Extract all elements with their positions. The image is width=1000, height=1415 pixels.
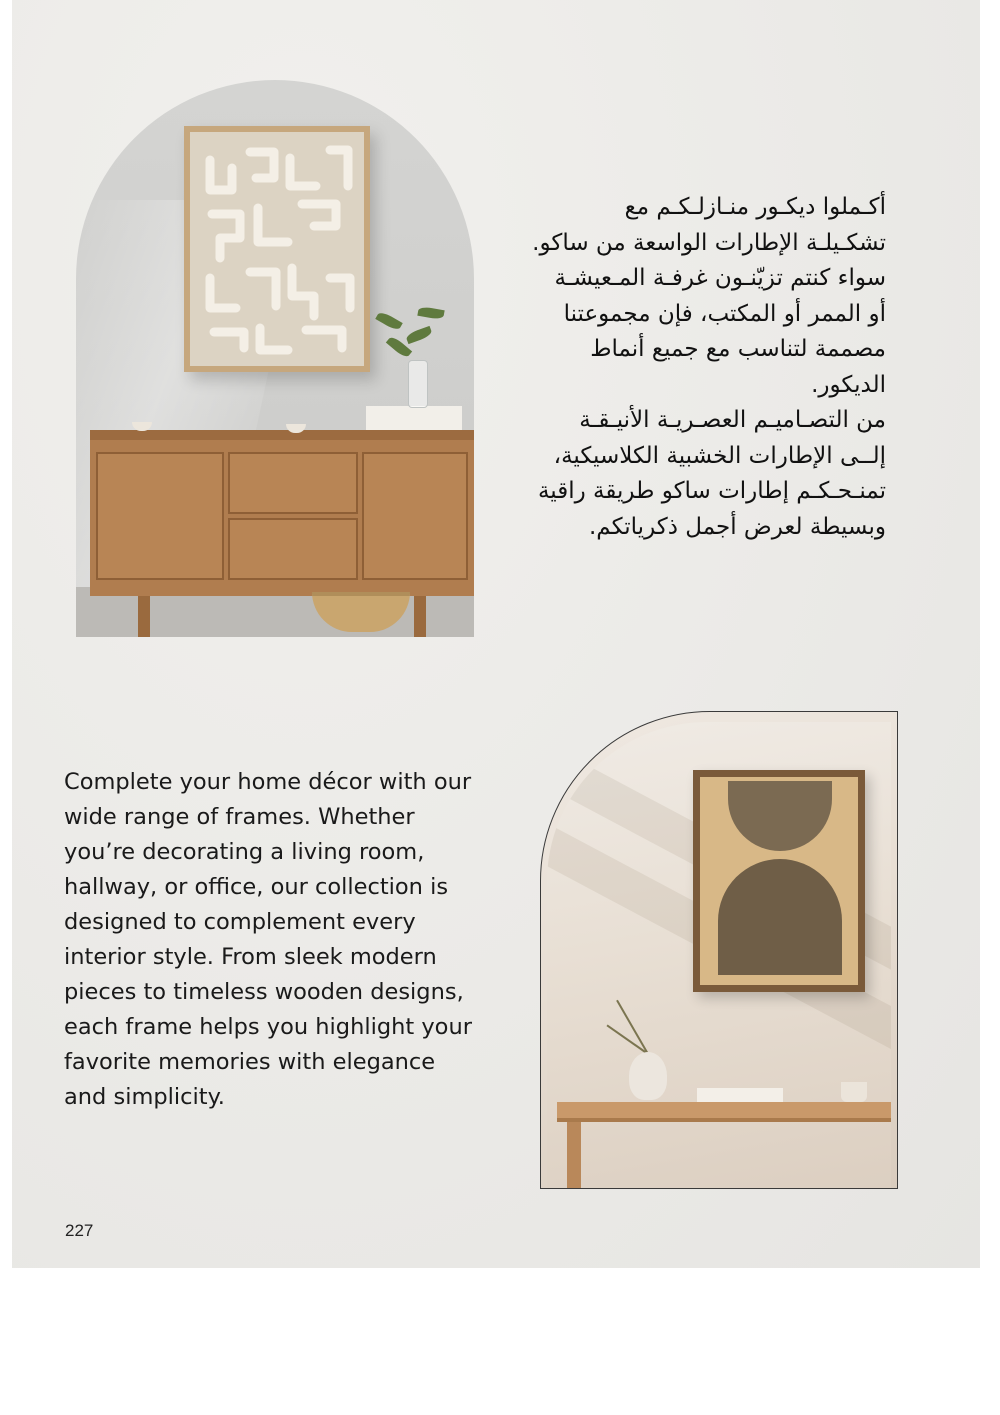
english-line: interior style. From sleek modern xyxy=(64,944,437,970)
branch xyxy=(606,1025,648,1055)
sideboard-door xyxy=(96,452,224,580)
english-line: you’re decorating a living room, xyxy=(64,839,425,865)
abstract-art-frame xyxy=(184,126,370,372)
arabic-line: إلــى الإطارات الخشبية الكلاسيكية، xyxy=(553,442,886,469)
english-line: designed to complement every xyxy=(64,909,416,935)
arabic-line: أو الممر أو المكتب، فإن مجموعتنا xyxy=(563,300,886,327)
textured-art xyxy=(700,777,858,985)
english-line: wide range of frames. Whether xyxy=(64,804,415,830)
arabic-line: وبسيطة لعرض أجمل ذكرياتكم. xyxy=(588,513,886,540)
page-number: 227 xyxy=(65,1221,94,1240)
plant-leaf xyxy=(417,306,444,320)
arabic-line: سواء كنتم تزيّنـون غرفـة المـعيشـة xyxy=(554,265,886,291)
english-line: and simplicity. xyxy=(64,1084,225,1110)
sideboard-arch-photo xyxy=(76,80,474,637)
sideboard-leg xyxy=(138,596,150,637)
glass-vase xyxy=(408,360,428,408)
arabic-line: أكـملوا ديكـور منـازلـكـم مع xyxy=(624,194,886,220)
arabic-line: من التصـاميـم العصـريـة الأنيـقـة xyxy=(579,407,886,433)
textured-art-frame xyxy=(693,770,865,992)
sideboard-door xyxy=(362,452,468,580)
console-table xyxy=(557,1102,891,1122)
sideboard-drawer xyxy=(228,452,358,514)
english-line: favorite memories with elegance xyxy=(64,1049,436,1075)
english-line: Complete your home décor with our xyxy=(64,769,472,795)
sideboard-drawer xyxy=(228,518,358,580)
sideboard-leg xyxy=(414,596,426,637)
arabic-line: مصممة لتناسب مع جميع أنماط xyxy=(590,336,886,362)
abstract-art xyxy=(190,132,364,366)
arabic-line: تمنـحـكـم إطارات ساكو طريقة راقية xyxy=(537,478,886,504)
arabic-line: تشكـيلـة الإطارات الواسعة من ساكو. xyxy=(532,229,886,256)
english-line: pieces to timeless wooden designs, xyxy=(64,979,464,1005)
branch xyxy=(616,1000,649,1055)
abstract-pattern-graphic xyxy=(190,132,364,366)
plant-leaf xyxy=(375,310,403,332)
plant-leaf xyxy=(405,326,433,344)
ceramic-vase xyxy=(629,1052,667,1100)
mug xyxy=(841,1082,867,1102)
table-leg xyxy=(567,1122,581,1188)
sideboard-legs xyxy=(90,596,474,637)
wooden-sideboard xyxy=(90,430,474,596)
arabic-description xyxy=(478,190,886,545)
english-line: each frame helps you highlight your xyxy=(64,1014,472,1040)
art-shape-bottom xyxy=(718,859,842,975)
arabic-line: الديكور. xyxy=(811,371,886,398)
book-stack xyxy=(366,406,462,433)
wall-art-arch-photo xyxy=(540,711,898,1189)
wall-art-scene xyxy=(547,722,891,1188)
art-shape-top xyxy=(728,781,832,851)
english-description xyxy=(64,765,534,1115)
english-line: hallway, or office, our collection is xyxy=(64,874,449,900)
